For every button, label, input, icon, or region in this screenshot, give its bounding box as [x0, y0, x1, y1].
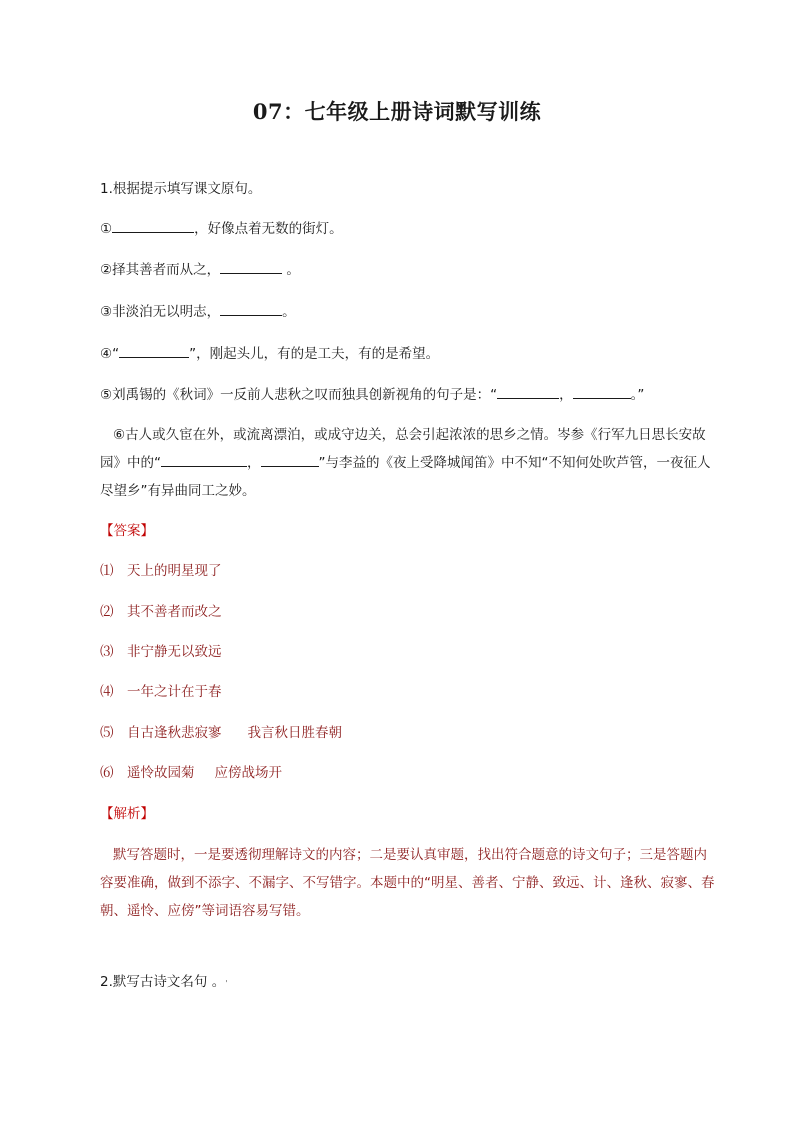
answer-text: 非宁静无以致远 [127, 644, 222, 660]
item-text: ②择其善者而从之， [100, 262, 221, 278]
answer-item-1 [100, 558, 720, 584]
fill-blank[interactable] [220, 300, 282, 316]
item-text: 。 [282, 304, 296, 320]
answer-text: 应傍战场开 [214, 765, 282, 781]
analysis-line-2: 容要准确，做到不添字、不漏字、不写错字。本题中的“明星、善者、宁静、致远、计、逢秋、寂寥、春 [100, 875, 715, 891]
answer-item-4 [100, 679, 720, 705]
answer-text: 遥怜故园菊 [127, 765, 195, 781]
answer-number: ⑴ [100, 563, 114, 579]
question-1-item-6-line-3: 尽望乡”有异曲同工之妙。 [100, 483, 256, 499]
answer-item-5 [100, 720, 720, 746]
fill-blank[interactable] [161, 451, 247, 467]
answer-text: 一年之计在于春 [127, 684, 222, 700]
answer-text: 其不善者而改之 [127, 604, 222, 620]
question-text: 。 [211, 974, 226, 990]
item-text: ”，刚起头儿，有的是工夫，有的是希望。 [189, 346, 440, 362]
fill-blank[interactable] [119, 342, 189, 358]
fill-blank[interactable] [497, 383, 559, 399]
answer-text: 天上的明星现了 [127, 563, 222, 579]
question-1-heading: 1.根据提示填写课文原句。 [100, 181, 262, 197]
item-marker: ① [100, 221, 113, 237]
question-1-item-6-line-2 [100, 450, 720, 476]
fill-blank[interactable] [261, 451, 319, 467]
answer-number: ⑶ [100, 644, 114, 660]
question-text: 2.默写古诗文名句 [100, 974, 208, 990]
item-text: ， [559, 387, 573, 403]
stray-mark: ' [225, 979, 228, 988]
answer-number: ⑵ [100, 604, 114, 620]
item-text: 。” [630, 387, 645, 403]
question-1-item-1 [100, 216, 720, 242]
item-text: ⑤刘禹锡的《秋词》一反前人悲秋之叹而独具创新视角的句子是：“ [100, 387, 498, 403]
item-text: 园》中的“ [100, 455, 161, 471]
item-text: ， [247, 455, 261, 471]
analysis-line-3: 朝、遥怜、应傍”等词语容易写错。 [100, 903, 310, 919]
item-text: ”与李益的《夜上受降城闻笛》中不知“不知何处吹芦管，一夜征人 [318, 455, 711, 471]
question-1-item-6-line-1: ⑥古人或久宦在外，或流离漂泊，或成守边关，总会引起浓浓的思乡之情。岑参《行军九日思长安故 [113, 427, 706, 443]
question-1-item-3 [100, 299, 720, 325]
analysis-line-1: 默写答题时，一是要透彻理解诗文的内容；二是要认真审题，找出符合题意的诗文句子；三是答题内 [113, 847, 707, 863]
fill-blank[interactable] [573, 383, 631, 399]
answer-label: 【答案】 [100, 523, 154, 539]
item-text: ，好像点着无数的街灯。 [194, 221, 343, 237]
question-1-item-4 [100, 341, 720, 367]
question-1-item-5 [100, 382, 720, 408]
fill-blank[interactable] [112, 217, 194, 233]
question-1-item-2 [100, 257, 720, 283]
analysis-label: 【解析】 [100, 806, 154, 822]
page-title: 07：七年级上册诗词默写训练 [252, 99, 542, 124]
answer-item-2 [100, 599, 720, 625]
item-text: 。 [286, 262, 300, 278]
answer-text: 自古逢秋悲寂寥 [127, 725, 222, 741]
item-text: ③非淡泊无以明志， [100, 304, 221, 320]
answer-text: 我言秋日胜春朝 [247, 725, 342, 741]
answer-number: ⑷ [100, 684, 114, 700]
answer-number: ⑹ [100, 765, 114, 781]
answer-item-6 [100, 760, 720, 786]
answer-item-3 [100, 639, 720, 665]
answer-number: ⑸ [100, 725, 114, 741]
item-text: ④“ [100, 346, 120, 362]
fill-blank[interactable] [220, 258, 282, 274]
question-2-heading [100, 969, 720, 997]
